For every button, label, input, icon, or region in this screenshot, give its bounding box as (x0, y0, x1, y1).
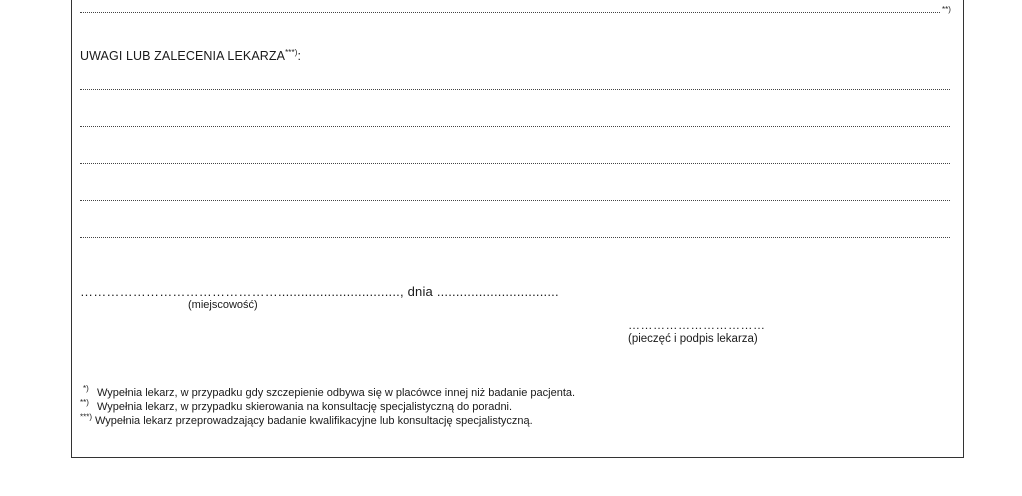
footnote-1-text: Wypełnia lekarz, w przypadku gdy szczepienie odbywa się w placówce innej niż badanie pacjenta. (97, 387, 576, 399)
footnote-3-text: Wypełnia lekarz przeprowadzający badanie kwalifikacyjne lub konsultację specjalistyczną. (95, 415, 533, 427)
place-dots[interactable]: ………………………………………................................ (80, 284, 400, 299)
remarks-line-1[interactable] (80, 89, 950, 90)
date-dots[interactable]: ................................ (436, 284, 559, 299)
remarks-heading-marker: ***) (285, 47, 298, 57)
place-caption: (miejscowość) (188, 299, 258, 311)
remarks-heading-suffix: : (297, 49, 302, 63)
remarks-line-2[interactable] (80, 126, 950, 127)
fill-line-top[interactable] (80, 12, 940, 13)
remarks-line-4[interactable] (80, 200, 950, 201)
footnote-3 (80, 412, 533, 427)
remarks-heading (80, 49, 301, 63)
place-date-line[interactable] (80, 284, 559, 299)
remarks-line-3[interactable] (80, 163, 950, 164)
footnote-2: **) Wypełnia lekarz, w przypadku skierowania na konsultację specjalistyczną do poradni. (80, 398, 513, 413)
footnote-3-marker: ***) (80, 412, 93, 422)
remarks-heading-text: UWAGI LUB ZALECENIA LEKARZA (80, 49, 286, 63)
signature-caption: (pieczęć i podpis lekarza) (628, 333, 758, 345)
signature-dots[interactable]: …………………………… (628, 318, 766, 332)
remarks-line-5[interactable] (80, 237, 950, 238)
top-line-marker: **) (942, 5, 951, 14)
footnote-2-text: Wypełnia lekarz, w przypadku skierowania na konsultację specjalistyczną do poradni. (97, 401, 513, 413)
footnote-1: *) Wypełnia lekarz, w przypadku gdy szczepienie odbywa się w placówce innej niż badanie pacjenta. (83, 384, 576, 399)
dnia-label: , dnia (399, 284, 433, 299)
